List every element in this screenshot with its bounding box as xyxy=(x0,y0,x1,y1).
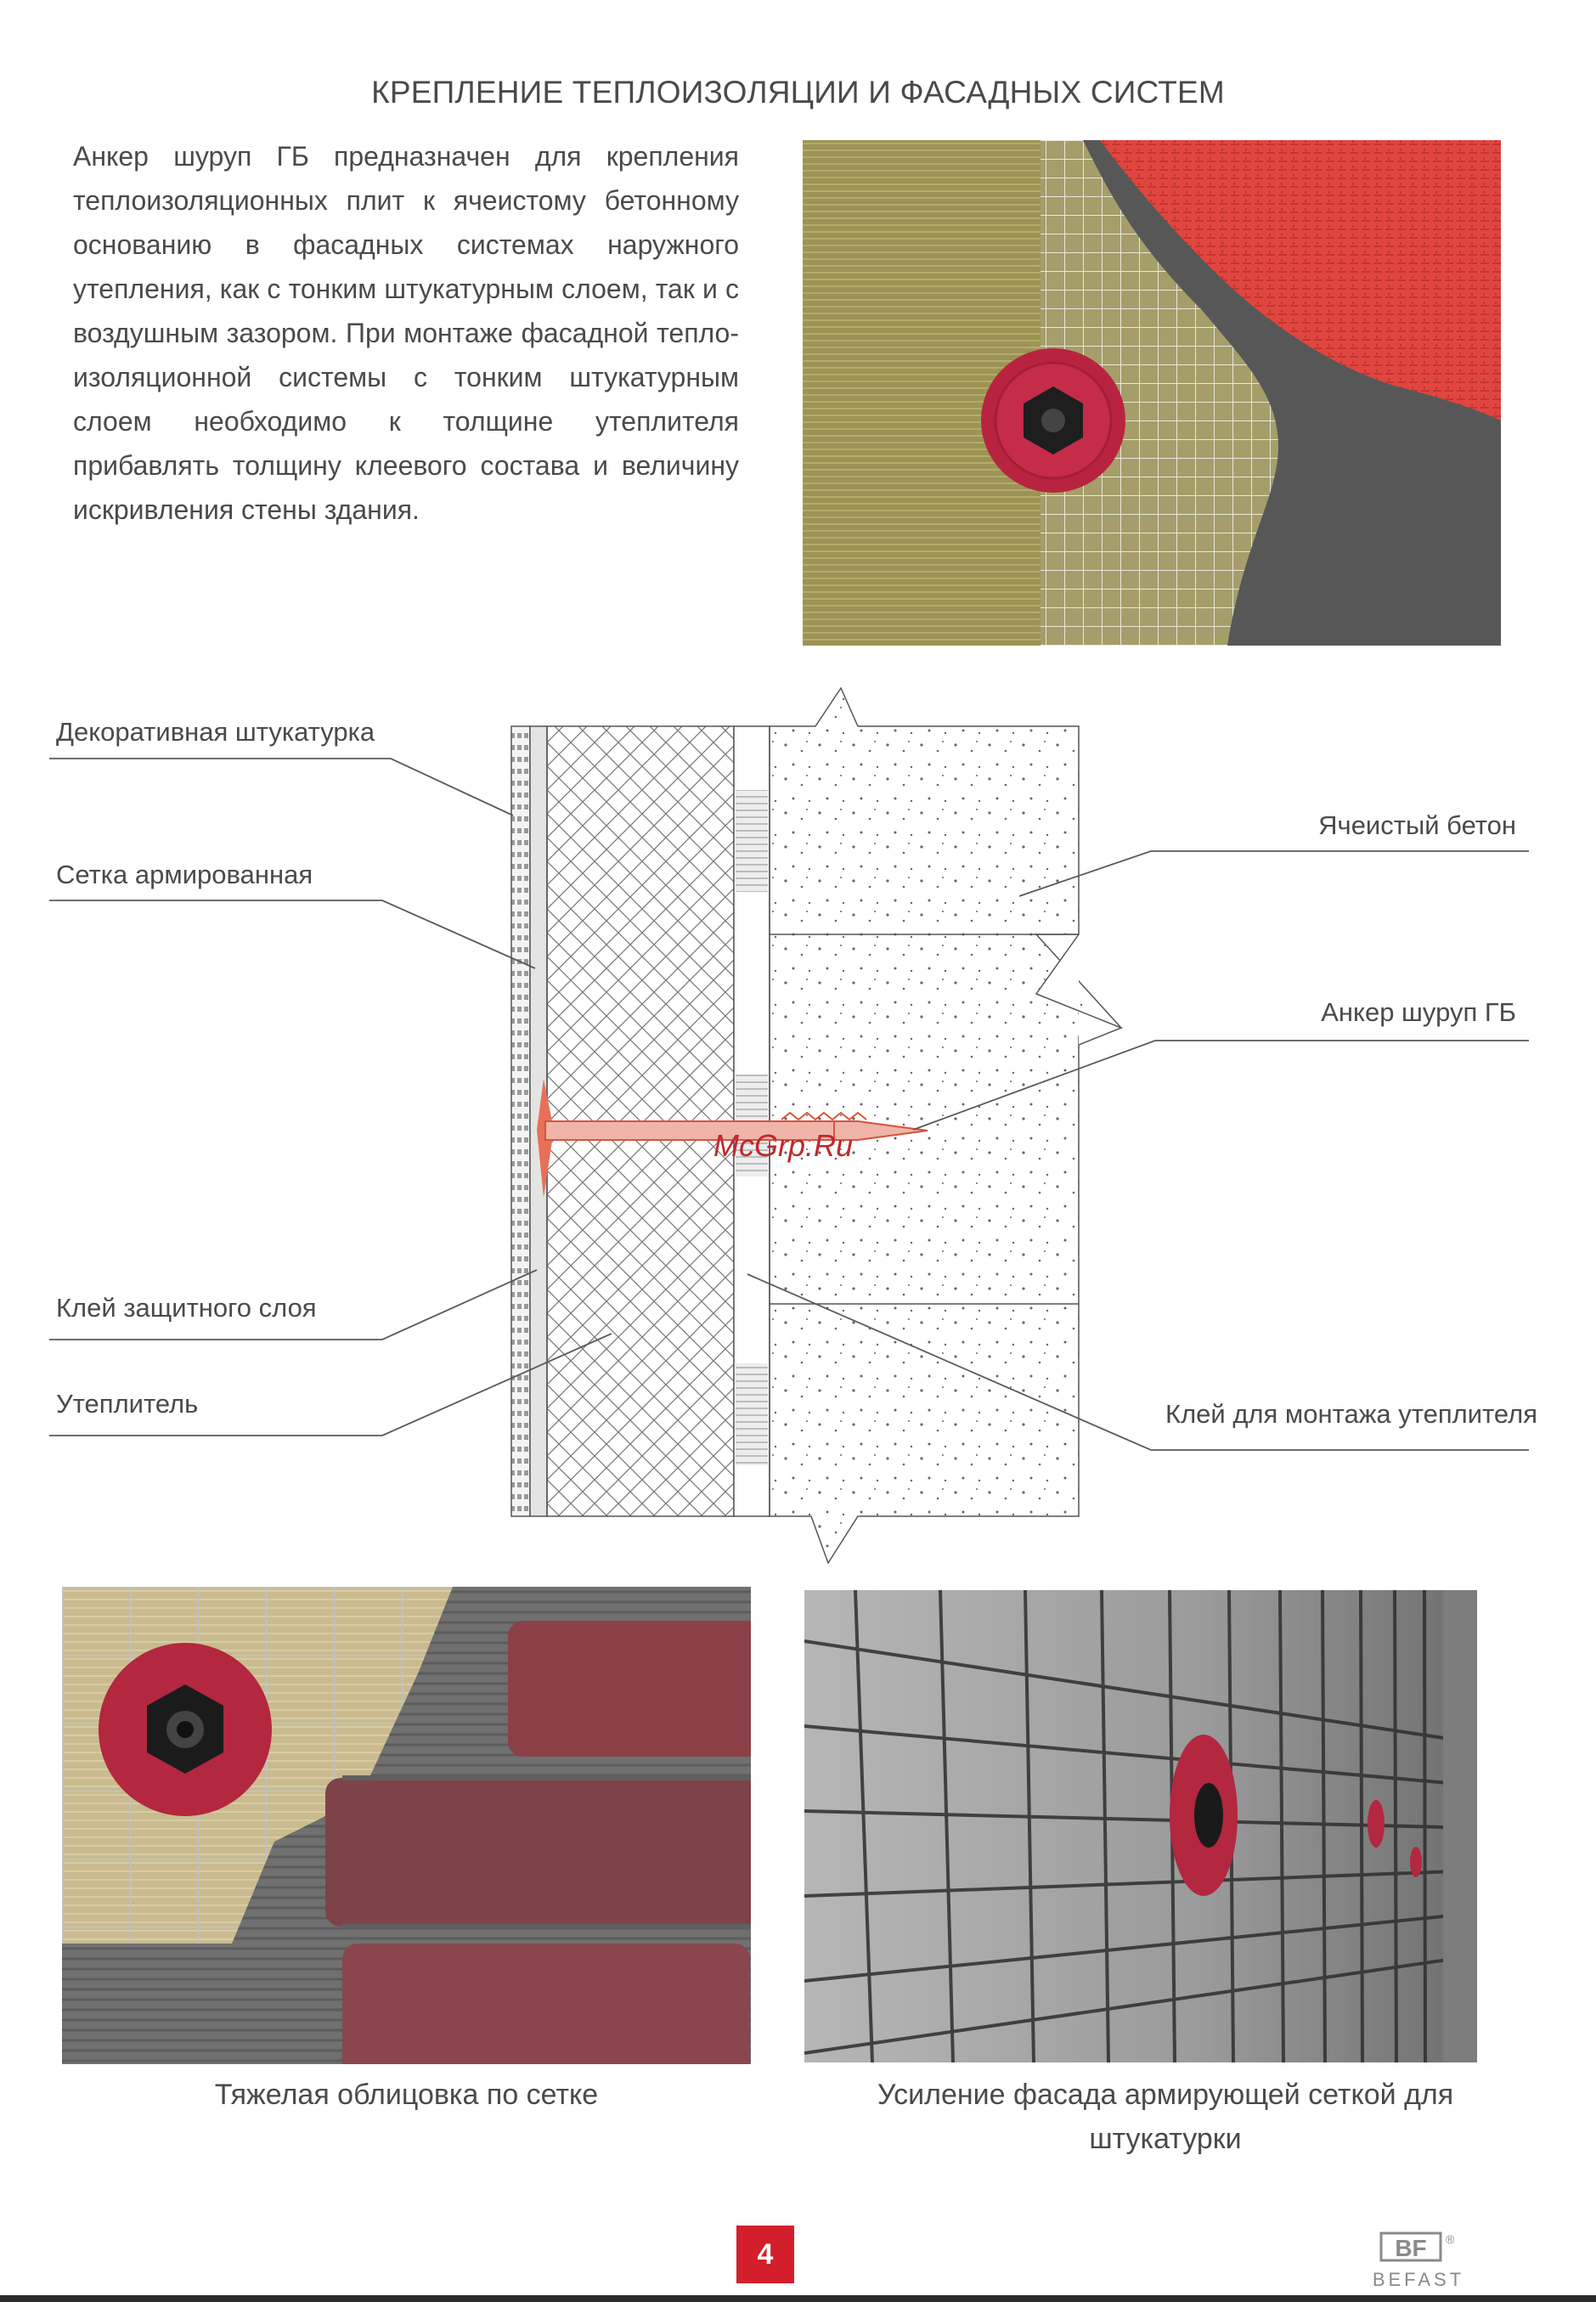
photo-brick-cladding xyxy=(62,1587,751,2064)
photo-anchor-on-insulation xyxy=(803,140,1501,646)
label-mounting-adhesive: Клей для монтажа утеплителя xyxy=(1165,1399,1537,1429)
label-reinforced-mesh: Сетка армированная xyxy=(56,860,313,889)
caption-facade-mesh xyxy=(804,2073,1526,2161)
page-number: 4 xyxy=(736,2226,794,2283)
intro-paragraph: Анкер шуруп ГБ предназначен для крепления теплоизоляционных плит к ячеистому бетонному основанию в фасадных системах наружного утепления, как с тонким штукатурным слоем, так и с воздушным зазором. При монтаже фасадной тепло-изоляционной системы с тонким штукатурным слоем необходимо к толщине утеплителя прибавлять толщину клеевого состава и величину искривления стены здания. xyxy=(73,141,739,525)
label-decorative-plaster: Декоративная штукатурка xyxy=(56,717,375,747)
label-anchor-screw: Анкер шуруп ГБ xyxy=(1321,997,1516,1027)
plaster-layer xyxy=(511,726,530,1516)
bottom-rule xyxy=(0,2295,1596,2302)
befast-logo xyxy=(1351,2230,1503,2298)
caption-brick-cladding: Тяжелая облицовка по сетке xyxy=(214,2079,599,2111)
caption-line-1: Усиление фасада армирующей сеткой для xyxy=(877,2079,1454,2111)
logo-mark: BF xyxy=(1395,2235,1427,2261)
registered-mark: ® xyxy=(1446,2232,1455,2246)
label-insulation: Утеплитель xyxy=(56,1389,199,1419)
facade-section-diagram xyxy=(0,671,1596,1571)
brand-name: BEFAST xyxy=(1372,2269,1465,2290)
watermark: McGrp.Ru xyxy=(713,1128,854,1163)
caption-line-2: штукатурки xyxy=(1089,2123,1242,2155)
photo-facade-mesh-reinforcement xyxy=(804,1590,1477,2062)
label-aerated-concrete: Ячеистый бетон xyxy=(1318,810,1516,840)
page-title: КРЕПЛЕНИЕ ТЕПЛОИЗОЛЯЦИИ И ФАСАДНЫХ СИСТЕМ xyxy=(371,75,1225,110)
label-protective-adhesive: Клей защитного слоя xyxy=(56,1293,317,1323)
